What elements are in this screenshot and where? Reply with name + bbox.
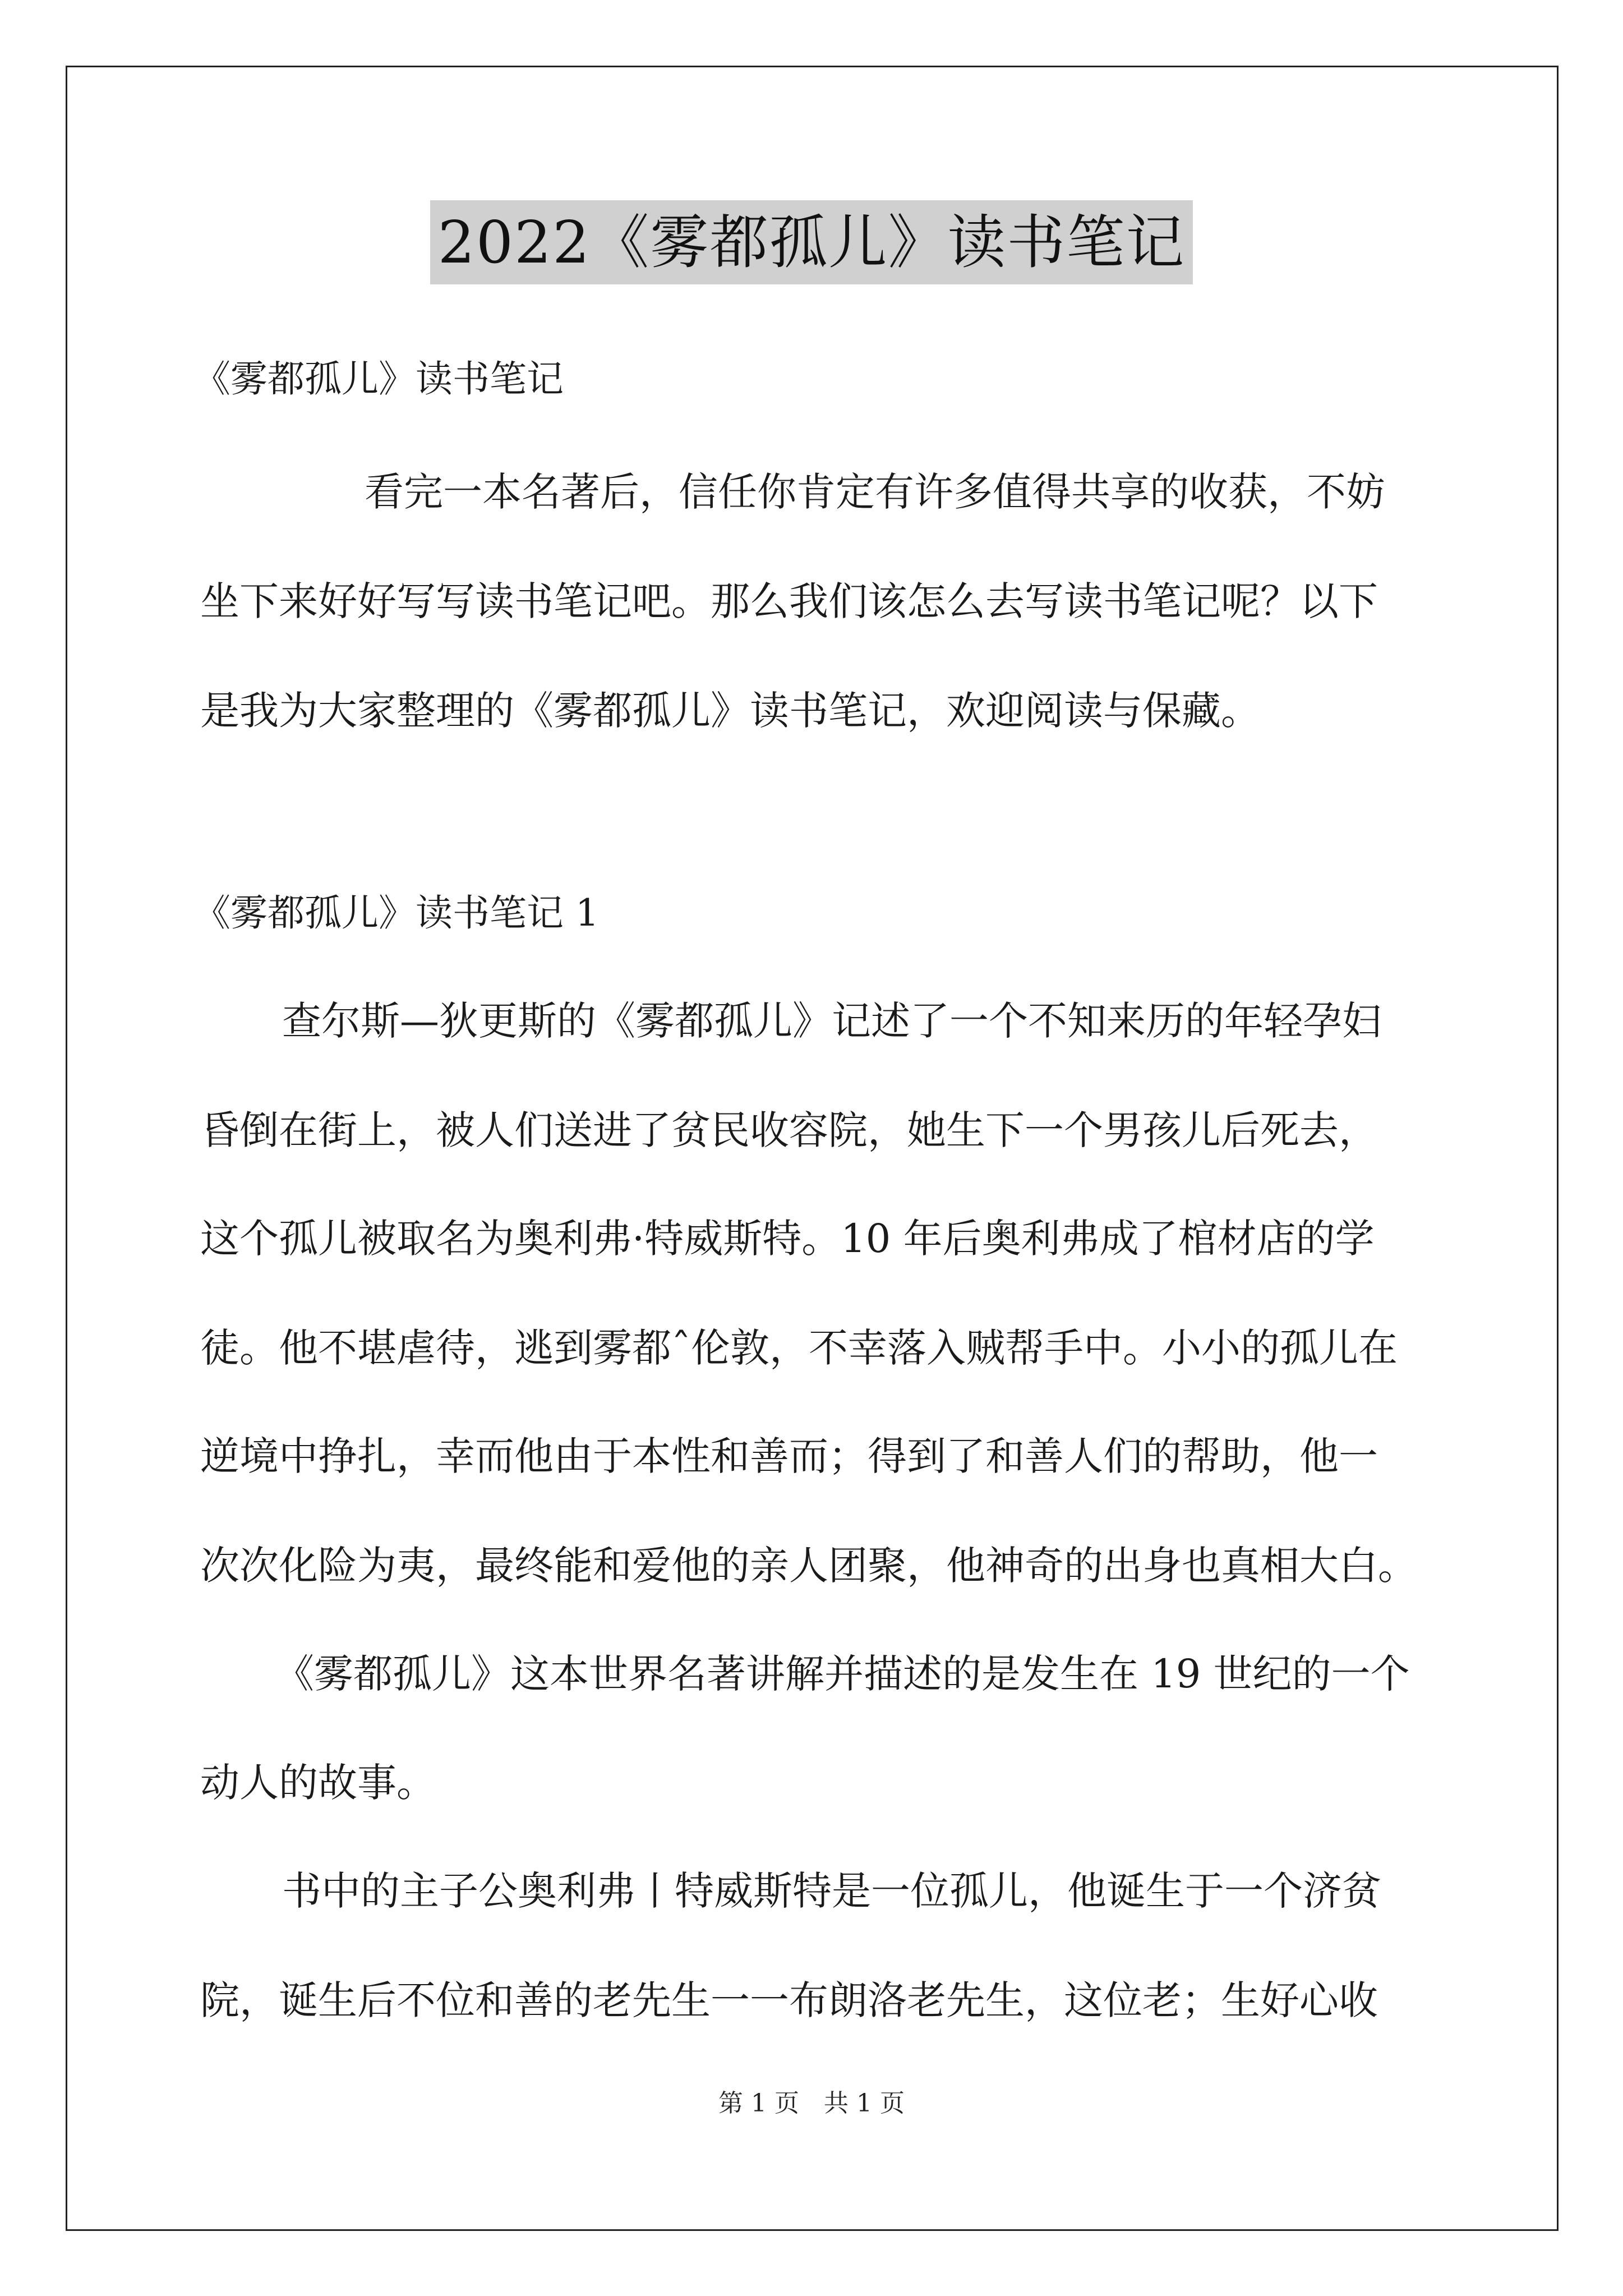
body-line: 次次化险为夷，最终能和爱他的亲人团聚，他神奇的出身也真相大白。 (200, 1543, 1417, 1589)
intro-line: 看完一本名著后，信任你肯定有许多值得共享的收获，不妨 (365, 469, 1385, 515)
body-line: 徒。他不堪虐待，逃到雾都ˆ伦敦，不幸落入贼帮手中。小小的孤儿在 (200, 1325, 1398, 1371)
body-line: 书中的主子公奥利弗丨特威斯特是一位孤儿，他诞生于一个济贫 (282, 1868, 1381, 1914)
section-heading: 《雾都孤儿》读书笔记 (193, 357, 564, 401)
body-line: 昏倒在街上，被人们送进了贫民收容院，她生下一个男孩儿后死去， (200, 1107, 1378, 1153)
body-line: 院，诞生后不位和善的老先生一一布朗洛老先生，这位老；生好心收 (200, 1977, 1378, 2023)
body-line: 逆境中挣扎，幸而他由于本性和善而；得到了和善人们的帮助，他一 (200, 1433, 1378, 1479)
section-heading: 《雾都孤儿》读书笔记 1 (193, 891, 599, 935)
page-footer: 第 1 页 共 1 页 (718, 2089, 905, 2118)
title-wrap (0, 200, 1623, 284)
intro-line: 是我为大家整理的《雾都孤儿》读书笔记，欢迎阅读与保藏。 (200, 688, 1260, 734)
document-title: 2022《雾都孤儿》读书笔记 (430, 200, 1193, 284)
body-line: 这个孤儿被取名为奥利弗·特威斯特。10 年后奥利弗成了棺材店的学 (200, 1216, 1375, 1262)
body-line: 查尔斯—狄更斯的《雾都孤儿》记述了一个不知来历的年轻孕妇 (282, 998, 1381, 1044)
intro-line: 坐下来好好写写读书笔记吧。那么我们该怎么去写读书笔记呢？以下 (200, 578, 1378, 624)
body-line: 动人的故事。 (200, 1760, 436, 1806)
body-line: 《雾都孤儿》这本世界名著讲解并描述的是发生在 19 世纪的一个 (275, 1651, 1410, 1697)
